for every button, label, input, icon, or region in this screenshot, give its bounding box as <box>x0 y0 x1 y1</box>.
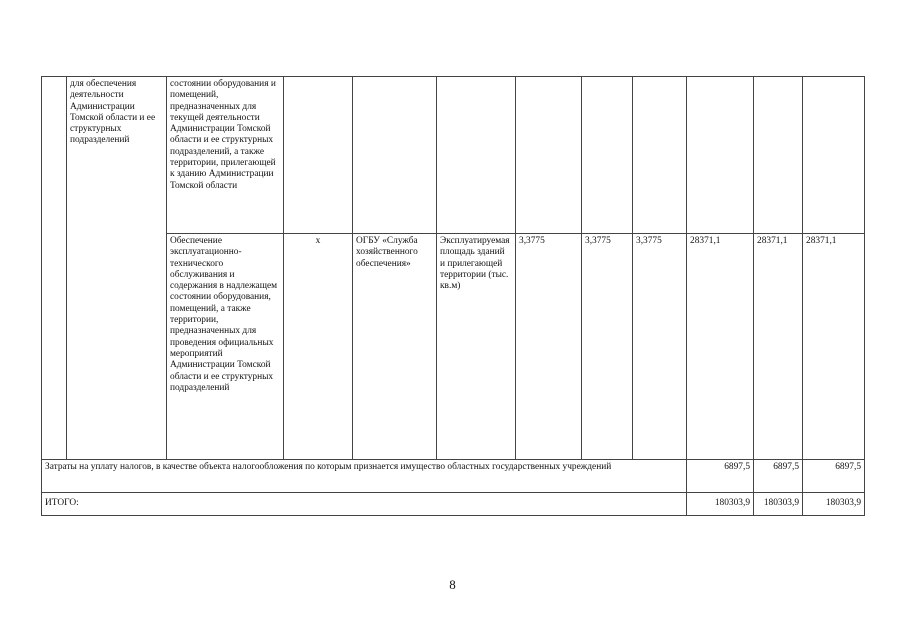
budget-table <box>41 76 865 516</box>
value-cell <box>516 77 582 234</box>
sum-cell <box>754 234 803 460</box>
sum-text: 180303,9 <box>763 498 799 509</box>
total-label-cell <box>42 493 687 516</box>
sum-text: 28371,1 <box>806 236 837 246</box>
value-text: 3,3775 <box>585 236 611 246</box>
executor-cell <box>353 77 437 234</box>
taxes-label-cell <box>42 460 687 493</box>
sum-text: 6897,5 <box>835 462 861 472</box>
sum-cell <box>754 77 803 234</box>
sum-cell <box>803 234 865 460</box>
mark-cell <box>284 234 353 460</box>
sum-cell <box>687 493 754 516</box>
sum-cell <box>687 460 754 493</box>
executor-cell <box>353 234 437 460</box>
sum-text: 6897,5 <box>724 462 750 472</box>
executor-text: ОГБУ «Служба хозяйственного обеспечения» <box>356 236 418 269</box>
sum-cell <box>687 77 754 234</box>
total-label: ИТОГО: <box>45 498 79 509</box>
value-text: 3,3775 <box>636 236 662 246</box>
number-cell <box>42 77 67 460</box>
activity-text: состоянии оборудования и помещений, предназначенных для текущей деятельности Администрации Томской области и ее структурных подразделений, а также территории, прилегающей к зданию Администрации Томской области <box>170 79 276 191</box>
table-row <box>42 493 865 516</box>
table-row <box>42 77 865 234</box>
task-cell <box>67 77 167 460</box>
value-cell <box>633 234 687 460</box>
value-cell <box>633 77 687 234</box>
value-cell <box>582 234 633 460</box>
task-text: для обеспечения деятельности Администрации Томской области и ее структурных подразделений <box>70 79 156 146</box>
sum-cell <box>754 460 803 493</box>
table-row <box>42 460 865 493</box>
sum-cell <box>803 460 865 493</box>
sum-cell <box>687 234 754 460</box>
sum-cell <box>803 77 865 234</box>
sum-text: 180303,9 <box>825 498 861 509</box>
sum-text: 28371,1 <box>690 236 721 246</box>
activity-cell <box>167 234 284 460</box>
sum-text: 6897,5 <box>773 462 799 472</box>
value-cell <box>516 234 582 460</box>
activity-cell <box>167 77 284 234</box>
activity-text: Обеспечение эксплуатационно-технического обслуживания и содержания в надлежащем состоянии оборудования, помещений, а также территории, предназначенных для проведения официальных мероприятий Администрации Томской области и ее структурных подразделений <box>170 236 278 393</box>
value-cell <box>582 77 633 234</box>
value-text: 3,3775 <box>519 236 545 246</box>
sum-text: 180303,9 <box>714 498 750 509</box>
sum-text: 28371,1 <box>757 236 788 246</box>
sum-cell <box>754 493 803 516</box>
indicator-cell <box>437 234 516 460</box>
mark-text: x <box>315 236 321 246</box>
mark-cell <box>284 77 353 234</box>
page-number: 8 <box>449 577 456 592</box>
indicator-text: Эксплуатируемая площадь зданий и прилегающей территории (тыс. кв.м) <box>440 236 510 292</box>
sum-cell <box>803 493 865 516</box>
taxes-label: Затраты на уплату налогов, в качестве объекта налогообложения по которым признается имущество областных государственных учреждений <box>45 462 612 472</box>
indicator-cell <box>437 77 516 234</box>
